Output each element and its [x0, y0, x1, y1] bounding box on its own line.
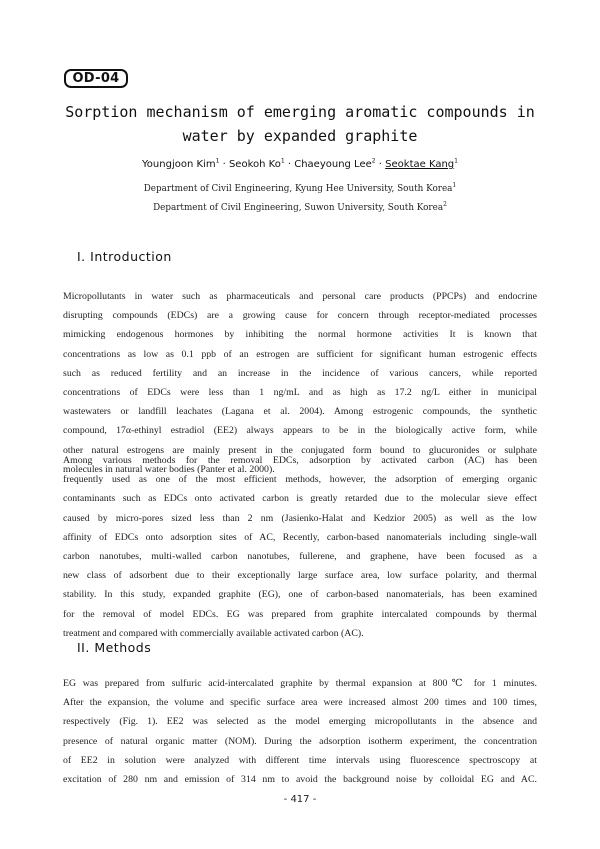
- text-line: carbon nanotubes, multi-walled carbon nanotubes, fullerene, and graphene, have been focused as a: [63, 550, 537, 562]
- author-name: Seokoh Ko: [228, 159, 281, 170]
- title-line-1: Sorption mechanism of emerging aromatic compounds in: [65, 103, 535, 121]
- author-separator: ·: [287, 159, 292, 170]
- text-line: molecules in natural water bodies (Panter et al. 2000).: [63, 463, 275, 475]
- text-line: Micropollutants in water such as pharmaceuticals and personal care products (PPCPs) and endocrine: [63, 291, 537, 302]
- affiliation-1: [0, 183, 600, 195]
- text-line: mimicking endogenous hormones by inhibiting the normal hormone activities It is known that: [63, 329, 537, 341]
- text-line: After the expansion, the volume and specific surface area were increased almost 200 times and 100 times,: [63, 697, 537, 709]
- author-separator: ·: [378, 159, 382, 170]
- page-number: - 417 -: [283, 794, 317, 805]
- text-line: other natural estrogens are mainly present in the conjugated form bound to glucuronides or sulphate: [63, 444, 537, 456]
- affiliation-text: Department of Civil Engineering, Suwon University, South Korea: [153, 203, 444, 213]
- affiliation-text: Department of Civil Engineering, Kyung Hee University, South Korea: [143, 184, 453, 194]
- text-line: EG was prepared from sulfuric acid-intercalated graphite by thermal expansion at 800℃ for 1 minutes.: [63, 678, 537, 689]
- text-line: respectively (Fig. 1). EE2 was selected as the model emerging micropollutants in the absence and: [63, 716, 537, 728]
- text-line: concentrations as low as 0.1 ppb of an estrogen are sufficient for significant human estrogenic effects: [63, 348, 537, 360]
- introduction-paragraph-2: [63, 451, 537, 643]
- text-line: such as reduced fertility and an increase in the incidence of various cancers, while reported: [63, 367, 537, 379]
- author-list: [0, 158, 600, 172]
- author-name: Chaeyoung Lee: [294, 159, 372, 170]
- methods-paragraph-1: [63, 674, 537, 789]
- text-line: of EE2 in solution were analyzed with different time intervals using fluorescence spectroscopy at: [63, 754, 537, 766]
- author-name: Youngjoon Kim: [142, 159, 216, 170]
- author-separator: ·: [222, 159, 226, 170]
- paper-title: [40, 100, 560, 148]
- text-line: caused by micro-pores sized less than 2 nm (Jasienko-Halat and Kedzior 2005) as well as the low: [63, 512, 537, 524]
- text-line: presence of natural organic matter (NOM). During the adsorption isotherm experiment, the concentration: [63, 735, 537, 747]
- text-line: Among various methods for the removal EDCs, adsorption by activated carbon (AC) has been: [63, 455, 537, 466]
- text-line: contaminants such as EDCs onto activated carbon is greatly retarded due to the molecular sieve effect: [63, 493, 537, 505]
- corresponding-author-name: Seoktae Kang: [385, 159, 455, 170]
- text-line: for the removal of model EDCs. EG was prepared from graphite intercalated compounds by thermal: [63, 608, 537, 620]
- text-line: excitation of 280 nm and emission of 314 nm to avoid the background noise by colloidal EG and AC.: [63, 773, 537, 785]
- section-heading-methods: II. Methods: [77, 640, 152, 655]
- text-line: frequently used as one of the most efficient methods, however, the adsorption of emerging organic: [63, 474, 537, 486]
- title-line-2: water by expanded graphite: [182, 127, 418, 145]
- text-line: treatment and compared with commercially available activated carbon (AC).: [63, 627, 364, 639]
- author-affiliation-mark: 1: [454, 157, 458, 165]
- affiliation-mark: 2: [443, 201, 447, 209]
- author-affiliation-mark: 1: [215, 157, 220, 165]
- text-line: wastewaters or landfill leachates (Lagana et al. 2004). Among estrogenic compounds, the synthetic: [63, 406, 537, 418]
- section-heading-introduction: I. Introduction: [77, 249, 172, 264]
- affiliation-2: [0, 202, 600, 214]
- author-affiliation-mark: 1: [280, 157, 285, 165]
- text-line: compound, 17α-ethinyl estradiol (EE2) always appears to be in the biologically active form, while: [63, 425, 537, 437]
- text-line: concentrations of EDCs were less than 1 ng/mL and as high as 17.2 ng/L either in municipal: [63, 386, 537, 398]
- text-line: disrupting compounds (EDCs) are a growing cause for concern through receptor-mediated processes: [63, 310, 537, 322]
- text-line: new class of adsorbent due to their exceptionally large surface area, low surface polarity, and thermal: [63, 570, 537, 582]
- author-affiliation-mark: 2: [371, 157, 376, 165]
- text-line: affinity of EDCs onto adsorption sites of AC, Recently, carbon-based nanomaterials including single-wall: [63, 531, 537, 543]
- text-line: stability. In this study, expanded graphite (EG), one of carbon-based nanomaterials, has been examined: [63, 589, 537, 601]
- affiliation-mark: 1: [452, 182, 457, 190]
- session-tag: OD-04: [64, 69, 128, 88]
